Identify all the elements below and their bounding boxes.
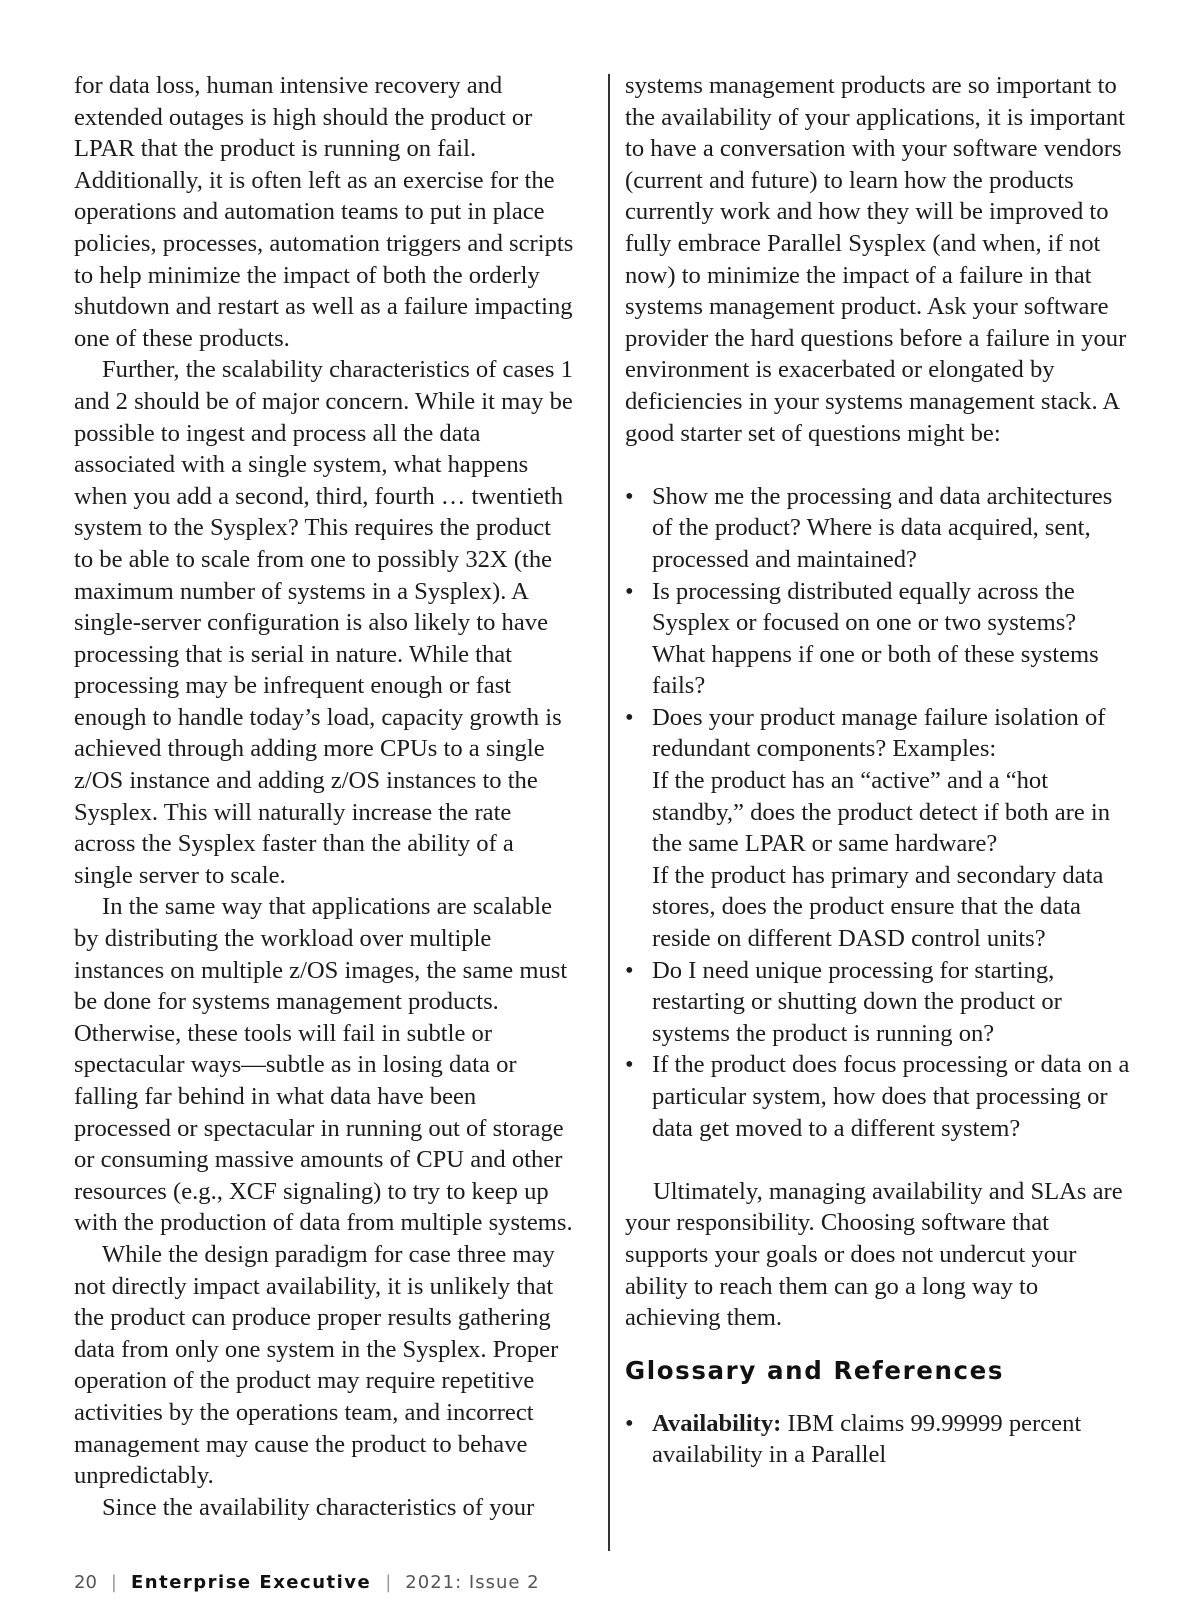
footer-separator: | (110, 1572, 117, 1593)
paragraph: In the same way that applications are scalable by distributing the workload over multiple instances on multiple z/OS images, the same must be done for systems management products. Otherwise, these tools will fail in subtle or spectacular ways—subtle as in losing data or falling far behind in what data have been processed or spectacular in running out of storage or consuming massive amounts of CPU and other resources (e.g., XCF signaling) to try to keep up with the production of data from multiple systems. (74, 893, 573, 1237)
glossary-item (625, 1408, 1135, 1471)
spacer (625, 449, 1135, 481)
list-item-text: Is processing distributed equally across the Sysplex or focused on one or two systems? What happens if one or both of these systems fails? (652, 577, 1099, 700)
example-text: If the product has primary and secondary data stores, does the product ensure that the data reside on different DASD control units? (652, 861, 1104, 953)
paragraph: systems management products are so important to the availability of your applications, it is important to have a conversation with your software vendors (current and future) to learn how the products currently work and how they will be improved to fully embrace Parallel Sysplex (and when, if not now) to minimize the impact of a failure in that systems management product. Ask your software provider the hard questions before a failure in your environment is exacerbated or elongated by deficiencies in your systems management stack. A good starter set of questions might be: (625, 72, 1127, 447)
paragraph: While the design paradigm for case three may not directly impact availability, it is unlikely that the product can produce proper results gathering data from only one system in the Sysplex. Proper operation of the product may require repetitive activities by the operations team, and incorrect management may cause the product to behave unpredictably. (74, 1240, 559, 1490)
column-divider (608, 74, 610, 1551)
glossary-list (625, 1408, 1135, 1471)
example-text: If the product has an “active” and a “hot standby,” does the product detect if both are in the same LPAR or same hardware? (652, 767, 1111, 858)
paragraph: Ultimately, managing availability and SLAs are your responsibility. Choosing software that supports your goals or does not undercut your ability to reach them can go a long way to achieving them. (625, 1177, 1123, 1332)
magazine-title: Enterprise Executive (130, 1572, 372, 1593)
paragraph: Further, the scalability characteristics of cases 1 and 2 should be of major concern. While it may be possible to ingest and process all the data associated with a single system, what happens when you add a second, third, fourth … twentieth system to the Sysplex? This requires the product to be able to scale from one to possibly 32X (the maximum number of systems in a Sysplex). A single-server configuration is also likely to have processing that is serial in nature. While that processing may be infrequent enough or fast enough to handle today’s load, capacity growth is achieved through adding more CPUs to a single z/OS instance and adding z/OS instances to the Sysplex. This will naturally increase the rate across the Sysplex faster than the ability of a single server to scale. (74, 356, 573, 889)
list-item (625, 1049, 1135, 1144)
list-item-text: Show me the processing and data architectures of the product? Where is data acquired, sent, processed and maintained? (652, 482, 1113, 573)
question-list (625, 481, 1135, 1144)
list-item (625, 955, 1135, 1050)
glossary-term: Availability: (652, 1409, 782, 1437)
list-item (625, 576, 1135, 702)
list-item (625, 481, 1135, 576)
list-item-text: Does your product manage failure isolation of redundant components? Examples: (652, 703, 1106, 763)
page-number: 20 (74, 1572, 97, 1593)
list-item (625, 702, 1135, 955)
page-footer (74, 1572, 540, 1593)
paragraph: Since the availability characteristics of your (102, 1493, 535, 1521)
footer-separator: | (385, 1572, 392, 1593)
left-column (74, 70, 574, 1523)
right-column (625, 70, 1135, 1471)
paragraph: for data loss, human intensive recovery and extended outages is high should the product or LPAR that the product is running on fail. Additionally, it is often left as an exercise for the operations and automation teams to put in place policies, processes, automation triggers and scripts to help minimize the impact of both the orderly shutdown and restart as well as a failure impacting one of these products. (74, 72, 574, 352)
spacer (625, 1144, 1135, 1176)
issue-label: 2021: Issue 2 (405, 1572, 540, 1593)
glossary-text: IBM claims 99.99999 percent availability in a Parallel (652, 1409, 1082, 1469)
glossary-heading: Glossary and References (625, 1355, 1005, 1385)
list-item-text: Do I need unique processing for starting, restarting or shutting down the product or systems the product is running on? (652, 956, 1062, 1047)
list-item-text: If the product does focus processing or data on a particular system, how does that processing or data get moved to a different system? (652, 1051, 1130, 1142)
